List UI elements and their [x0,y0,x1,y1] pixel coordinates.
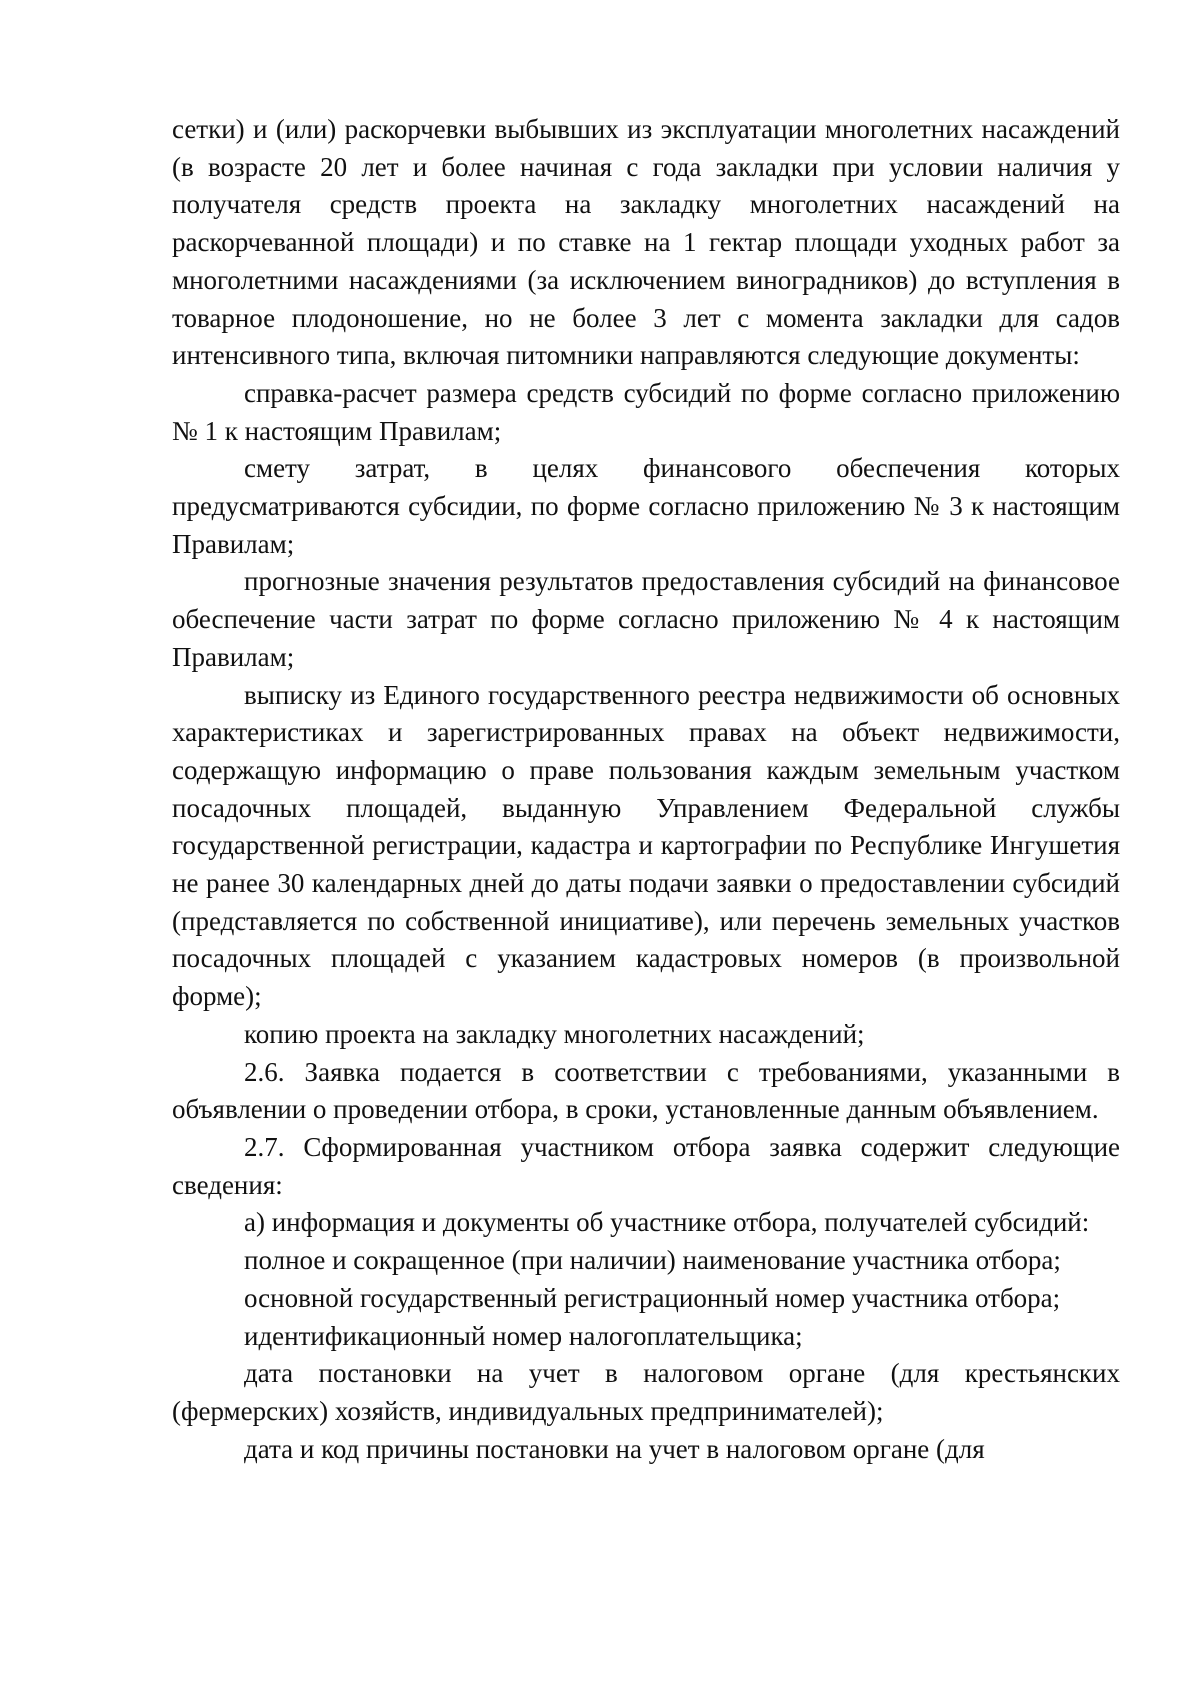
paragraph: прогнозные значения результатов предоставления субсидий на финансовое обеспечение части затрат по форме согласно приложению № 4 к настоящим Правилам; [172,566,1120,672]
paragraph: дата и код причины постановки на учет в налоговом органе (для [244,1433,985,1464]
paragraph: дата постановки на учет в налоговом органе (для крестьянских (фермерских) хозяйств, индивидуальных предпринимателей); [172,1358,1120,1426]
paragraph: идентификационный номер налогоплательщика; [244,1320,803,1351]
paragraph: смету затрат, в целях финансового обеспечения которых предусматриваются субсидии, по форме согласно приложению № 3 к настоящим Правилам; [172,453,1120,559]
paragraph: а) информация и документы об участнике отбора, получателей субсидий: [244,1207,1090,1238]
paragraph: 2.6. Заявка подается в соответствии с требованиями, указанными в объявлении о проведении отбора, в сроки, установленные данным объявлением. [172,1056,1120,1125]
paragraph: основной государственный регистрационный номер участника отбора; [244,1282,1061,1313]
paragraph: выписку из Единого государственного реестра недвижимости об основных характеристиках и зарегистрированных правах на объект недвижимости, содержащую информацию о праве пользования каждым земельным участком посадочных площадей, выданную Управлением Федеральной службы государственной регистрации, кадастра и картографии по Республике Ингушетия не ранее 30 календарных дней до даты подачи заявки о предоставлении субсидий (представляется по собственной инициативе), или перечень земельных участков посадочных площадей с указанием кадастровых номеров (в произвольной форме); [172,679,1120,1012]
document-page [172,111,1120,1468]
paragraph: копию проекта на закладку многолетних насаждений; [244,1018,865,1049]
paragraph: сетки) и (или) раскорчевки выбывших из эксплуатации многолетних насаждений (в возрасте 20 лет и более начиная с года закладки при условии наличия у получателя средств проекта на закладку многолетних насаждений на раскорчеванной площади) и по ставке на 1 гектар площади уходных работ за многолетними насаждениями (за исключением виноградников) до вступления в товарное плодоношение, но не более 3 лет с момента закладки для садов интенсивного типа, включая питомники направляются следующие документы: [172,114,1120,371]
paragraph: 2.7. Сформированная участником отбора заявка содержит следующие сведения: [172,1131,1120,1200]
paragraph: справка-расчет размера средств субсидий по форме согласно приложению № 1 к настоящим Правилам; [172,377,1120,446]
paragraph: полное и сокращенное (при наличии) наименование участника отбора; [244,1245,1061,1276]
